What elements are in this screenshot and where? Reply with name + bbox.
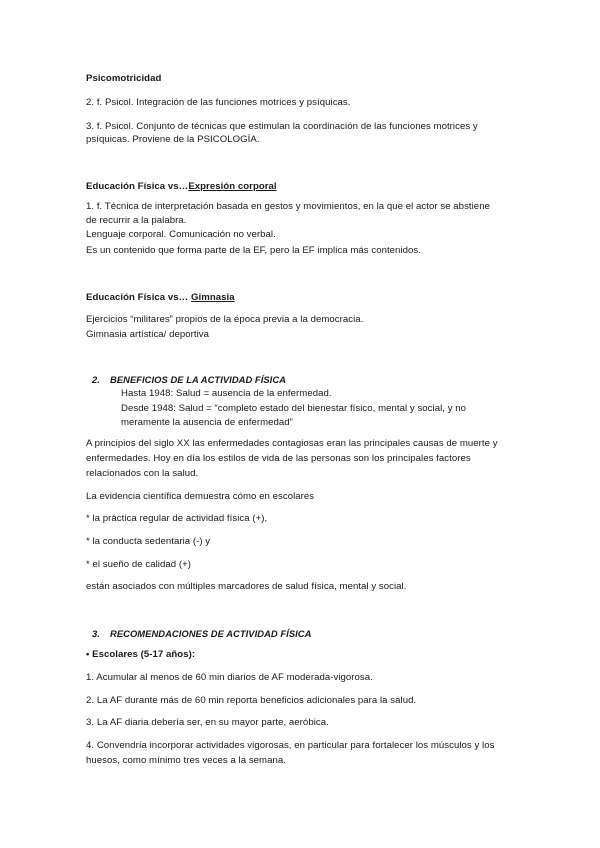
psicomotricidad-def-3-line-1: 3. f. Psicol. Conjunto de técnicas que estimulan la coordinación de las funciones motrices y	[86, 121, 478, 132]
recomendacion-item-1: 1. Acumular al menos de 60 min diarios de AF moderada-vigorosa.	[86, 672, 373, 683]
expresion-heading	[86, 180, 277, 193]
salud-hasta-1948: Hasta 1948: Salud = ausencia de la enfermedad.	[121, 388, 332, 399]
beneficios-para-line-3: relacionados con la salud.	[86, 468, 199, 479]
beneficios-section-number: 2.	[92, 374, 100, 385]
expresion-heading-term: Expresión corporal	[188, 181, 277, 192]
psicomotricidad-def-3-line-2: psíquicas. Proviene de la PSICOLOGÍA.	[86, 134, 260, 145]
expresion-line-2: de recurrir a la palabra.	[86, 215, 187, 226]
salud-desde-1948-line-2: meramente la ausencia de enfermedad”	[121, 417, 293, 428]
expresion-line-3: Lenguaje corporal. Comunicación no verbal.	[86, 229, 276, 240]
beneficios-conclusion: están asociados con múltiples marcadores de salud física, mental y social.	[86, 581, 407, 592]
recomendaciones-section-number: 3.	[92, 628, 100, 639]
expresion-heading-prefix: Educación Física vs…	[86, 181, 189, 192]
recomendacion-item-4-line-2: huesos, como mínimo tres veces a la semana.	[86, 755, 286, 766]
recomendacion-item-2: 2. La AF durante más de 60 min reporta beneficios adicionales para la salud.	[86, 695, 417, 706]
beneficios-section-heading	[92, 373, 286, 386]
recomendacion-item-4-line-1: 4. Convendría incorporar actividades vigorosas, en particular para fortalecer los músculos y los	[86, 740, 495, 751]
recomendaciones-section-heading	[92, 627, 311, 640]
recomendaciones-section-title: RECOMENDACIONES DE ACTIVIDAD FÍSICA	[110, 628, 312, 639]
evidencia-line: La evidencia científica demuestra cómo en escolares	[86, 491, 315, 502]
bullet-actividad-fisica: * la práctica regular de actividad física (+),	[86, 513, 268, 524]
psicomotricidad-def-2: 2. f. Psicol. Integración de las funciones motrices y psíquicas.	[86, 97, 351, 108]
bullet-conducta-sedentaria: * la conducta sedentaria (-) y	[86, 536, 211, 547]
bullet-sueno-calidad: * el sueño de calidad (+)	[86, 559, 191, 570]
gimnasia-heading	[86, 291, 235, 304]
escolares-subheading: • Escolares (5-17 años):	[86, 649, 196, 660]
gimnasia-line-2: Gimnasia artística/ deportiva	[86, 329, 210, 340]
beneficios-section-title: BENEFICIOS DE LA ACTIVIDAD FÍSICA	[110, 374, 286, 385]
recomendacion-item-3: 3. La AF diaria debería ser, en su mayor parte, aeróbica.	[86, 717, 329, 728]
beneficios-para-line-1: A principios del siglo XX las enfermedades contagiosas eran las principales causas de muerte y	[86, 438, 498, 449]
gimnasia-line-1: Ejercicios “militares” propios de la época previa a la democracia.	[86, 314, 364, 325]
psicomotricidad-heading: Psicomotricidad	[86, 73, 162, 84]
expresion-line-1: 1. f. Técnica de interpretación basada en gestos y movimientos, en la que el actor se abstiene	[86, 201, 490, 212]
beneficios-para-line-2: enfermedades. Hoy en día los estilos de vida de las personas son los principales factores	[86, 453, 471, 464]
expresion-line-4: Es un contenido que forma parte de la EF, pero la EF implica más contenidos.	[86, 245, 421, 256]
gimnasia-heading-prefix: Educación Física vs…	[86, 292, 192, 303]
gimnasia-heading-term: Gimnasia	[191, 292, 235, 303]
salud-desde-1948-line-1: Desde 1948: Salud = “completo estado del bienestar físico, mental y social, y no	[121, 403, 467, 414]
